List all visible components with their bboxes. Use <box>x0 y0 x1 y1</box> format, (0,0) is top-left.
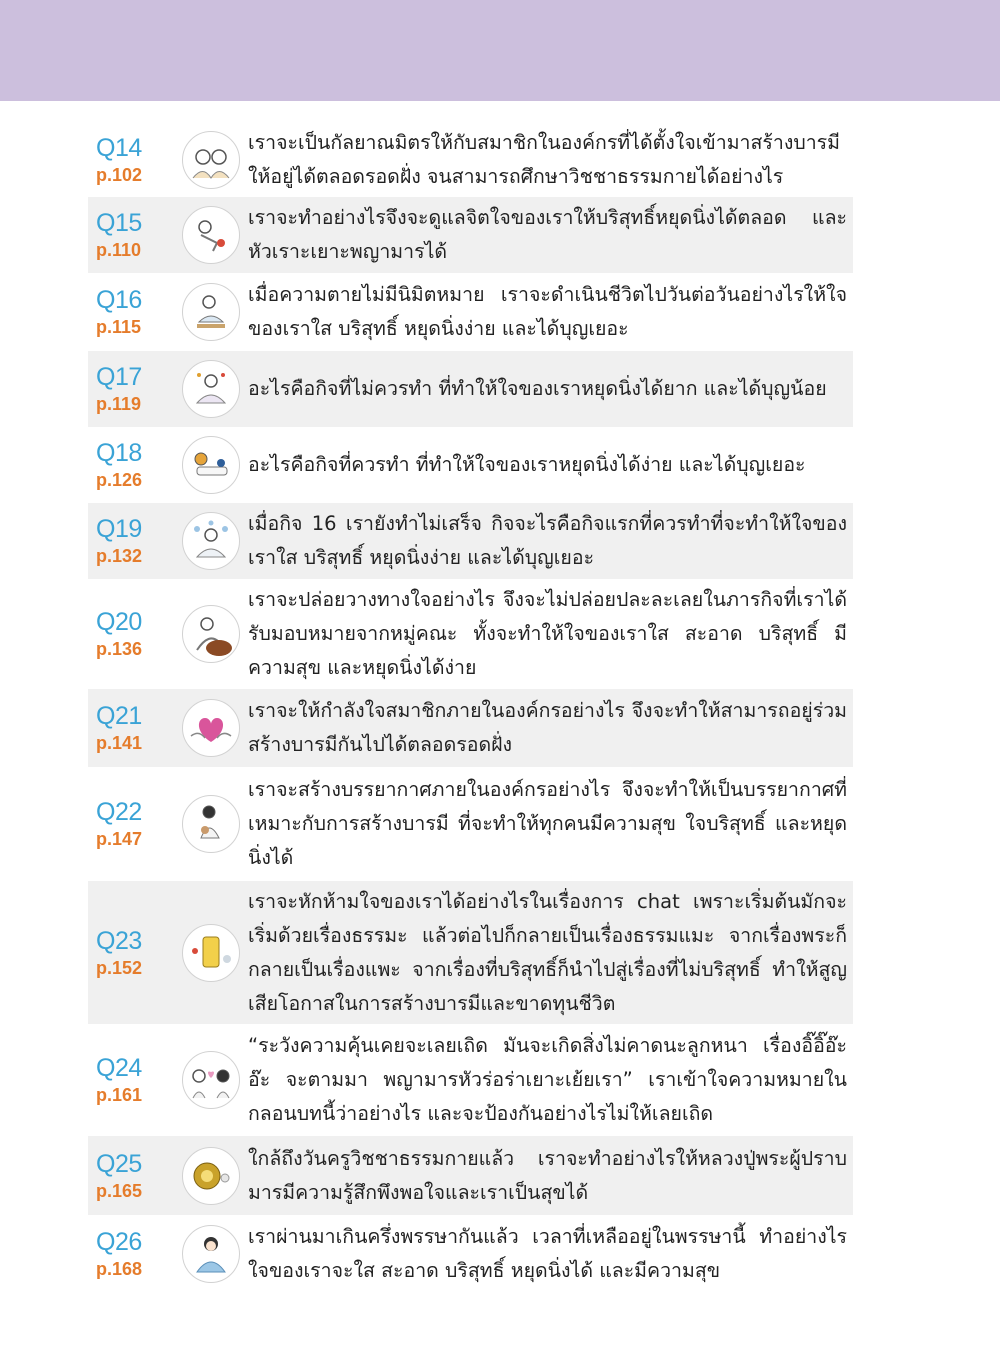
page-number: p.102 <box>96 164 143 185</box>
toc-row[interactable] <box>88 122 853 197</box>
page-number: p.168 <box>96 1259 143 1279</box>
question-text: ใกล้ถึงวันครูวิชชาธรรมกายแล้ว เราจะทำอย่างไรให้หลวงปู่พระผู้ปราบมารมีความรู้สึกพึงพอใจและเราเป็นสุขได้ <box>248 1146 847 1204</box>
toc-row[interactable] <box>88 503 853 579</box>
golden-bowl-illustration-icon <box>182 1147 240 1205</box>
two-monks-illustration-icon <box>182 131 240 189</box>
question-text: เราจะทำอย่างไรจึงจะดูแลจิตใจของเราให้บริสุทธิ์หยุดนิ่งได้ตลอด และหัวเราะเยาะพญามารได้ <box>248 206 847 263</box>
toc-row[interactable] <box>88 273 853 351</box>
question-number: Q20 <box>96 608 142 636</box>
question-number: Q19 <box>96 515 142 543</box>
question-number: Q18 <box>96 439 142 467</box>
question-number: Q22 <box>96 798 142 826</box>
woman-meditating-illustration-icon <box>182 1225 240 1283</box>
question-number: Q16 <box>96 286 142 314</box>
toc-list <box>88 122 853 1293</box>
question-text: เราผ่านมาเกินครึ่งพรรษากันแล้ว เวลาที่เหลืออยู่ในพรรษานี้ ทำอย่างไรใจของเราจะใส สะอาด บริสุทธิ์ หยุดนิ่งได้ และมีความสุข <box>248 1225 847 1282</box>
question-number: Q21 <box>96 702 142 730</box>
question-text: เราจะเป็นกัลยาณมิตรให้กับสมาชิกในองค์กรที่ได้ตั้งใจเข้ามาสร้างบารมีให้อยู่ได้ตลอดรอดฝั่ง จนสามารถศึกษาวิชชาธรรมกายได้อย่างไร <box>248 130 840 188</box>
heart-hands-illustration-icon <box>182 699 240 757</box>
toc-row[interactable] <box>88 881 853 1024</box>
question-text: อะไรคือกิจที่ควรทำ ที่ทำให้ใจของเราหยุดนิ่งได้ง่าย และได้บุญเยอะ <box>248 453 806 476</box>
meditating-thoughts-illustration-icon <box>182 512 240 570</box>
page-number: p.132 <box>96 546 143 566</box>
toc-row[interactable] <box>88 427 853 503</box>
question-number: Q26 <box>96 1228 142 1256</box>
question-text: “ระวังความคุ้นเคยจะเลยเถิด มันจะเกิดสิ่งไม่คาดนะลูกหนา เรื่องอิ๊อิ๊อ๊ะอ๊ะ จะตามมา พญามารหัวร่อร่าเยาะเย้ยเรา” เราเข้าใจความหมายในกลอนบทนี้ว่าอย่างไร และจะป้องกันอย่างไรไม่ให้เลยเถิด <box>248 1034 847 1125</box>
question-text: เราจะปล่อยวางทางใจอย่างไร จึงจะไม่ปล่อยปละละเลยในภารกิจที่เราได้รับมอบหมายจากหมู่คณะ ทั้งจะทำให้ใจของเราใส สะอาด บริสุทธิ์ มีความสุข และหยุดนิ่งได้ง่าย <box>248 588 847 679</box>
question-number: Q14 <box>96 133 142 162</box>
page-number: p.147 <box>96 829 143 849</box>
toc-row[interactable] <box>88 351 853 427</box>
toc-row[interactable] <box>88 1024 853 1136</box>
question-number: Q17 <box>96 363 142 391</box>
chat-device-illustration-icon <box>182 924 240 982</box>
question-number: Q24 <box>96 1054 142 1082</box>
page-number: p.110 <box>96 240 142 260</box>
header-band <box>0 0 1000 101</box>
page-number: p.152 <box>96 957 143 978</box>
person-resting-illustration-icon <box>182 436 240 494</box>
toc-row[interactable] <box>88 1215 853 1293</box>
meditating-person-illustration-icon <box>182 360 240 418</box>
question-text: เราจะสร้างบรรยากาศภายในองค์กรอย่างไร จึงจะทำให้เป็นบรรยากาศที่เหมาะกับการสร้างบารมี ที่จะทำให้ทุกคนมีความสุข ใจบริสุทธิ์ และหยุดนิ่งได้ <box>248 778 847 869</box>
question-number: Q25 <box>96 1149 142 1178</box>
question-number: Q23 <box>96 926 142 955</box>
toc-row[interactable] <box>88 197 853 273</box>
page-number: p.141 <box>96 733 143 753</box>
question-text: อะไรคือกิจที่ไม่ควรทำ ที่ทำให้ใจของเราหยุดนิ่งได้ยาก และได้บุญน้อย <box>248 377 827 400</box>
page-number: p.115 <box>96 317 142 337</box>
question-text: เมื่อกิจ 16 เรายังทำไม่เสร็จ กิจจะไรคือกิจแรกที่ควรทำที่จะทำให้ใจของเราใส บริสุทธิ์ หยุดนิ่งง่าย และได้บุญเยอะ <box>248 512 847 569</box>
toc-row[interactable] <box>88 689 853 767</box>
toc-row[interactable] <box>88 579 853 689</box>
two-people-heart-illustration-icon <box>182 1051 240 1109</box>
toc-row[interactable] <box>88 767 853 881</box>
person-hugging-illustration-icon <box>182 795 240 853</box>
page-number: p.165 <box>96 1180 143 1201</box>
page-number: p.119 <box>96 394 142 414</box>
page-number: p.126 <box>96 470 143 490</box>
question-text: เราจะให้กำลังใจสมาชิกภายในองค์กรอย่างไร จึงจะทำให้สามารถอยู่ร่วมสร้างบารมีกันไปได้ตลอดรอดฝั่ง <box>248 699 847 756</box>
person-with-bear-illustration-icon <box>182 605 240 663</box>
question-text: เมื่อความตายไม่มีนิมิตหมาย เราจะดำเนินชีวิตไปวันต่อวันอย่างไรให้ใจของเราใส บริสุทธิ์ หยุดนิ่งง่าย และได้บุญเยอะ <box>248 283 847 340</box>
person-falling-illustration-icon <box>182 206 240 264</box>
page-number: p.136 <box>96 639 143 659</box>
toc-row[interactable] <box>88 1136 853 1215</box>
question-number: Q15 <box>96 209 142 237</box>
question-text: เราจะหักห้ามใจของเราได้อย่างไรในเรื่องการ chat เพราะเริ่มต้นมักจะเริ่มด้วยเรื่องธรรมะ แล้วต่อไปก็กลายเป็นเรื่องธรรมแมะ จากเรื่องพระก็กลายเป็นเรื่องแพะ จากเรื่องที่บริสุทธิ์ก็นำไปสู่เรื่องที่ไม่บริสุทธิ์ ทำให้สูญเสียโอกาสในการสร้างบารมีและขาดทุนชีวิต <box>248 889 847 1015</box>
page-number: p.161 <box>96 1085 143 1105</box>
person-lying-illustration-icon <box>182 283 240 341</box>
